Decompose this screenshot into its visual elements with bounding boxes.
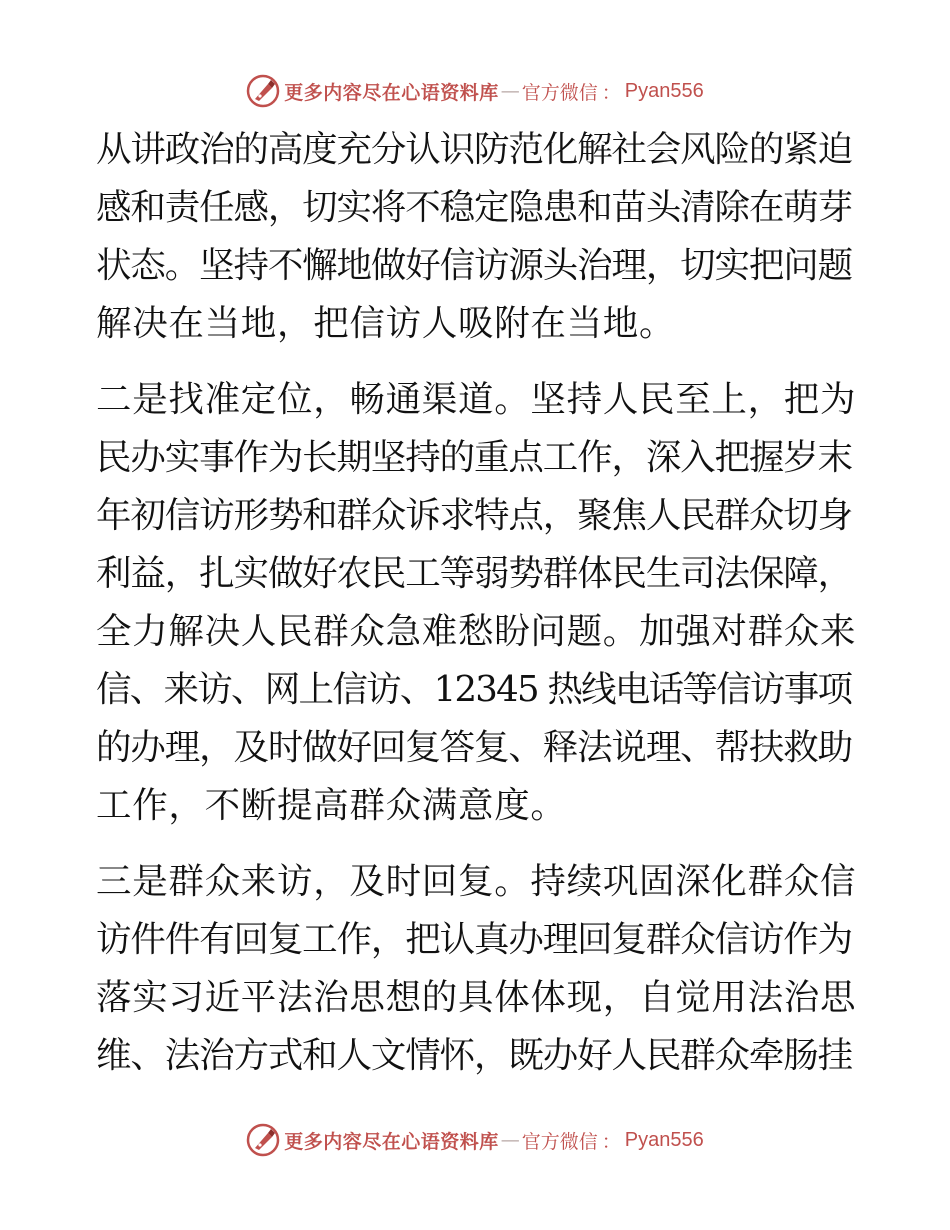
text-line: 信、来访、网上信访、12345 热线电话等信访事项 xyxy=(96,669,852,710)
text-line: 访件件有回复工作，把认真办理回复群众信访作为 xyxy=(96,919,853,960)
text-line: 工作，不断提高群众满意度。 xyxy=(96,785,567,826)
text-line: 感和责任感，切实将不稳定隐患和苗头清除在萌芽 xyxy=(96,187,853,228)
paragraph-gap xyxy=(96,835,856,853)
text-line: 年初信访形势和群众诉求特点，聚焦人民群众切身 xyxy=(96,495,853,536)
banner-dash: — xyxy=(500,80,520,102)
pen-nib-logo-icon xyxy=(246,74,280,108)
text-line: 维、法治方式和人文情怀，既办好人民群众牵肠挂 xyxy=(96,1035,853,1076)
banner-dash: — xyxy=(500,1129,520,1151)
text-line: 二是找准定位，畅通渠道。坚持人民至上，把为 xyxy=(96,379,857,420)
footer-watermark-banner xyxy=(0,1120,950,1160)
header-watermark-banner xyxy=(0,71,950,111)
body-text xyxy=(96,121,856,1085)
banner-official-label: 官方微信 xyxy=(521,81,598,104)
text-line: 利益，扎实做好农民工等弱势群体民生司法保障， xyxy=(96,553,853,594)
text-line: 三是群众来访，及时回复。持续巩固深化群众信 xyxy=(96,861,857,902)
paragraph-gap xyxy=(96,353,856,371)
paragraph xyxy=(96,853,856,1085)
text-line: 民办实事作为长期坚持的重点工作，深入把握岁末 xyxy=(96,437,853,478)
banner-official-label: 官方微信 xyxy=(521,1130,598,1153)
text-line: 的办理，及时做好回复答复、释法说理、帮扶救助 xyxy=(96,727,853,768)
text-line: 全力解决人民群众急难愁盼问题。加强对群众来 xyxy=(96,611,857,652)
text-line: 落实习近平法治思想的具体体现，自觉用法治思 xyxy=(96,977,857,1018)
text-line: 解决在当地，把信访人吸附在当地。 xyxy=(96,303,676,344)
banner-account-id: Pyan556 xyxy=(624,1128,704,1151)
banner-account-id: Pyan556 xyxy=(624,79,704,102)
banner-brand-text: 更多内容尽在心语资料库 xyxy=(284,1130,499,1153)
banner-separator: ： xyxy=(601,81,621,104)
paragraph xyxy=(96,121,856,353)
text-line: 状态。坚持不懈地做好信访源头治理，切实把问题 xyxy=(96,245,853,286)
pen-nib-logo-icon xyxy=(246,1123,280,1157)
banner-brand-text: 更多内容尽在心语资料库 xyxy=(284,81,499,104)
banner-separator: ： xyxy=(601,1130,621,1153)
text-line: 从讲政治的高度充分认识防范化解社会风险的紧迫 xyxy=(96,129,853,170)
paragraph xyxy=(96,371,856,835)
